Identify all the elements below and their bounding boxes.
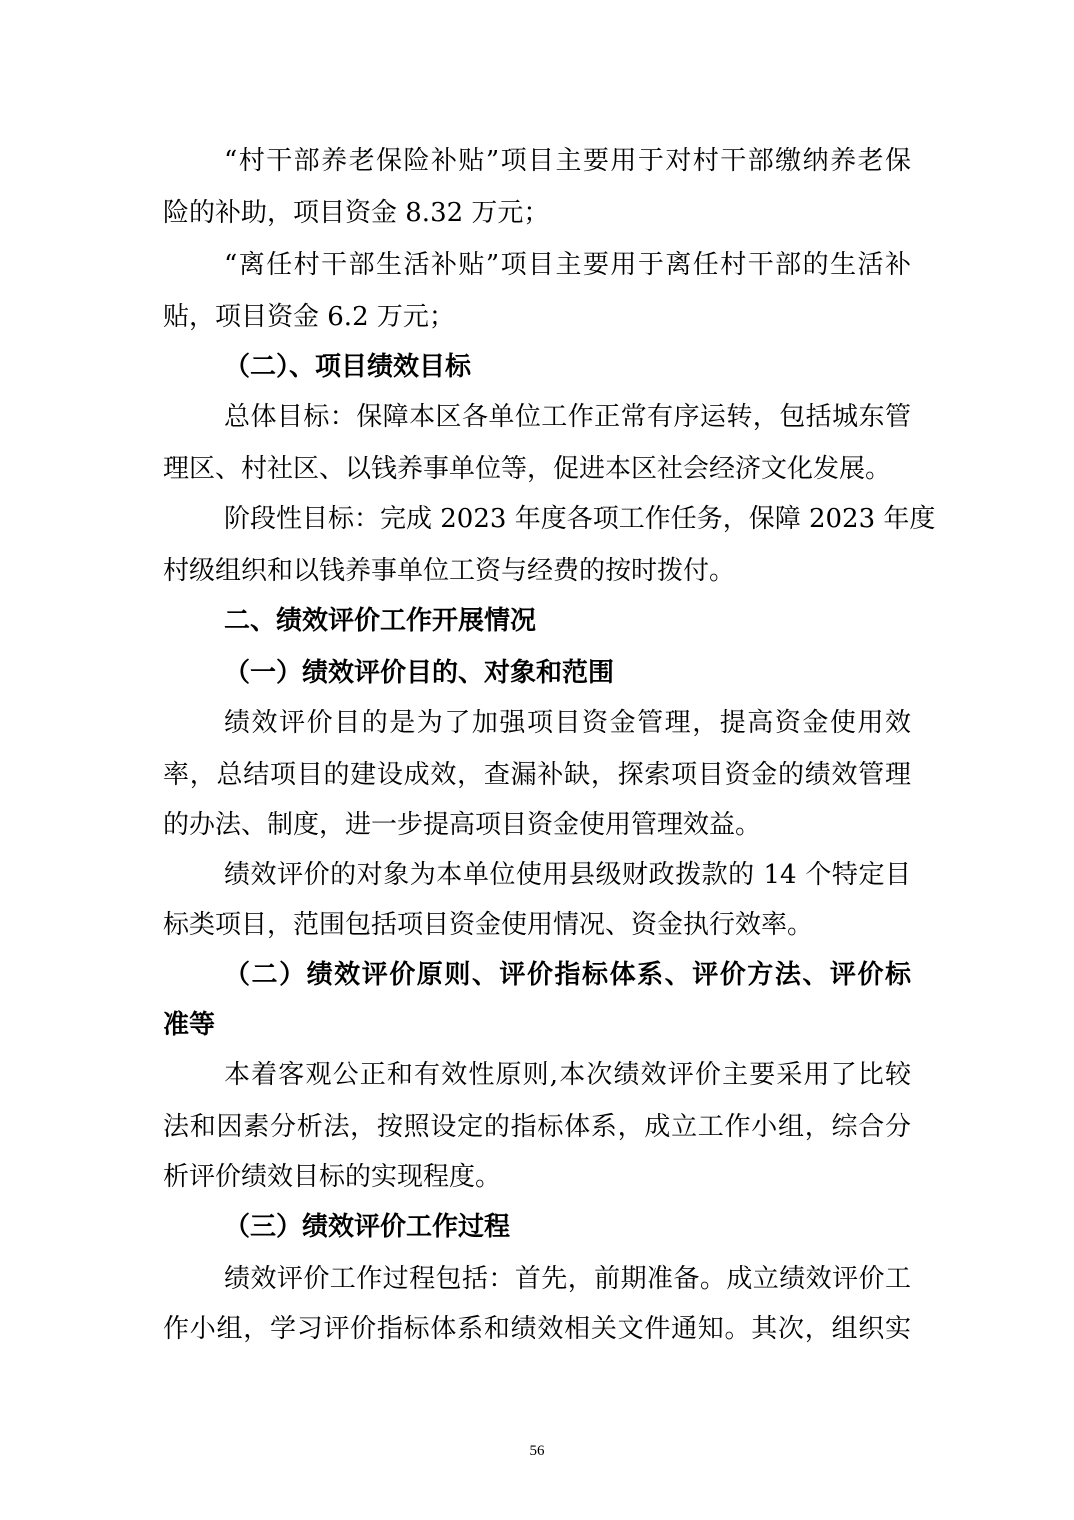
paragraph-line: 贴，项目资金 6.2 万元； xyxy=(163,302,455,332)
section-heading: （一）绩效评价目的、对象和范围 xyxy=(224,658,615,688)
section-heading: （二）、项目绩效目标 xyxy=(224,352,472,382)
section-heading: 二、绩效评价工作开展情况 xyxy=(224,606,537,636)
paragraph-line: 村级组织和以钱养事单位工资与经费的按时拨付。 xyxy=(163,556,736,586)
paragraph-line: 法和因素分析法，按照设定的指标体系，成立工作小组，综合分 xyxy=(163,1112,911,1142)
paragraph-line: 绩效评价目的是为了加强项目资金管理，提高资金使用效 xyxy=(224,708,911,738)
paragraph-line: 标类项目，范围包括项目资金使用情况、资金执行效率。 xyxy=(163,910,814,940)
paragraph-line: 险的补助，项目资金 8.32 万元； xyxy=(163,198,550,228)
paragraph-line: “离任村干部生活补贴”项目主要用于离任村干部的生活补 xyxy=(224,250,911,280)
paragraph-line: 本着客观公正和有效性原则,本次绩效评价主要采用了比较 xyxy=(224,1060,911,1090)
paragraph-line: 总体目标：保障本区各单位工作正常有序运转，包括城东管 xyxy=(224,402,911,432)
section-heading: （二）绩效评价原则、评价指标体系、评价方法、评价标 xyxy=(224,960,911,990)
paragraph-line: 绩效评价的对象为本单位使用县级财政拨款的 14 个特定目 xyxy=(224,860,911,890)
paragraph-line: 作小组，学习评价指标体系和绩效相关文件通知。其次，组织实 xyxy=(163,1314,911,1344)
paragraph-line: 率，总结项目的建设成效，查漏补缺，探索项目资金的绩效管理 xyxy=(163,760,911,790)
paragraph-line: 阶段性目标：完成 2023 年度各项工作任务，保障 2023 年度 xyxy=(224,504,936,534)
section-heading: 准等 xyxy=(163,1010,216,1040)
section-heading: （三）绩效评价工作过程 xyxy=(224,1212,511,1242)
paragraph-line: 理区、村社区、以钱养事单位等，促进本区社会经济文化发展。 xyxy=(163,454,892,484)
paragraph-line: 的办法、制度，进一步提高项目资金使用管理效益。 xyxy=(163,810,762,840)
paragraph-line: “村干部养老保险补贴”项目主要用于对村干部缴纳养老保 xyxy=(224,146,911,176)
paragraph-line: 析评价绩效目标的实现程度。 xyxy=(163,1162,502,1192)
page-number: 56 xyxy=(529,1443,545,1459)
paragraph-line: 绩效评价工作过程包括：首先，前期准备。成立绩效评价工 xyxy=(224,1264,911,1294)
